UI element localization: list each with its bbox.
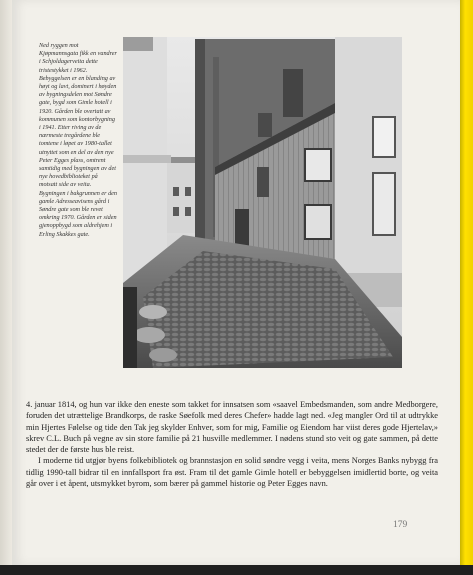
photo-caption: Ned ryggen mot Kjøpmannsgata fikk en vandrer i Schjoldagerveita dette tristestykket i 1962. Bebyggelsen er en blanding av høyt og lavt, dominert i høyden av bygningsdelen mot Søndre gate, bygd som Gimle hotell i 1920. Gården ble overtatt av kommunen som kontorbygning i 1941. Etter riving av de nærmeste tregårdene ble tomtene i løpet av 1980-tallet utnyttet som en del av den nye Peter Egges plass, omtrent samtidig med bygningen av det nye hovedbiblioteket på motsatt side av veita. Bygningen i bakgrunnen er den gamle Adresseavisens gård i Søndre gate som ble revet omkring 1970. Gården er siden gjenoppbygd som aldrehjem i Erling Skakkes gate. — [39, 42, 118, 238]
body-text — [26, 399, 438, 489]
table-surface — [0, 565, 473, 575]
book-cover-edge — [460, 0, 473, 575]
body-paragraph-2: I moderne tid utgjør byens folkebibliotek og brannstasjon en solid søndre vegg i veita, mens Norges Banks nybygg fra tidlig 1990-tall bidrar til en innfallsport fra øst. Fram til det gamle Gimle hotell er bebyggelsen imidlertid borte, og veita går over i et åpent, utsmykket byrom, som bærer på gammel historie og Peter Egges navn. — [26, 456, 438, 489]
page-number: 179 — [393, 520, 408, 530]
body-paragraph-1: 4. januar 1814, og hun var ikke den eneste som takket for innsatsen som «saavel Embedsmanden, som andre Medborgere, foruden det utrættelige Brandkorps, de raske Søefolk med deres Chefer» hadde lagt ned. «Jeg mangler Ord til at udtrykke min Hjertes Følelse og tide den Tak jeg skylder Enhver, som for mig, Familie og Eiendom har viist deres gode Hjertelav,» skrev C.L. Buch på vegne av sin store familie på 21 husville medlemmer. I nødens stund sto veit og gate sammen, på dette stedet der de første hus ble reist. — [26, 400, 438, 455]
historic-street-photo — [123, 37, 402, 368]
